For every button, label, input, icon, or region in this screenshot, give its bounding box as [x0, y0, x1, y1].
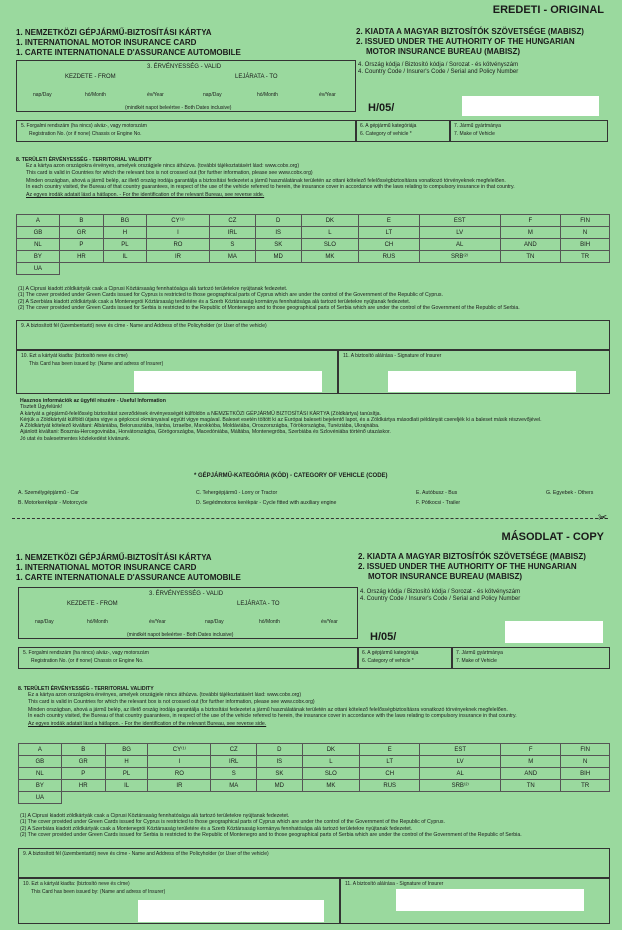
- card-title-fr: 1. CARTE INTERNATIONALE D'ASSURANCE AUTOMOBILE: [16, 573, 241, 582]
- country-cell: S: [211, 768, 257, 780]
- country-row: [19, 792, 610, 804]
- country-cell: LV: [419, 227, 500, 239]
- country-cell: BIH: [561, 768, 610, 780]
- validity-title: 3. ÉRVÉNYESSÉG - VALID: [149, 591, 224, 597]
- country-cell: PL: [104, 239, 147, 251]
- vehicle-category-item: C. Tehergépjármű - Lorry or Tractor: [196, 490, 278, 496]
- country-row: [17, 239, 610, 251]
- card-title-block-copy: [16, 553, 241, 583]
- country-cell: A: [19, 744, 62, 756]
- validity-note: (mindkét napot beleértve - Both Dates inclusive): [127, 632, 234, 638]
- category-box: [356, 120, 450, 142]
- to-year: év/Year: [319, 92, 336, 98]
- issuer-line-3: MOTOR INSURANCE BUREAU (MABISZ): [366, 47, 521, 56]
- issued-label-en: This Card has been issued by: (Name and adress of Insurer): [31, 889, 166, 895]
- country-cell: MK: [301, 251, 359, 263]
- registration-box: [16, 120, 356, 142]
- useful-title: Hasznos információk az ügyfél részére - Useful Information: [20, 398, 166, 404]
- to-year: év/Year: [321, 619, 338, 625]
- country-cell: D: [255, 215, 301, 227]
- country-cell: CH: [359, 239, 420, 251]
- country-cell: CY⁽¹⁾: [148, 744, 211, 756]
- issuer-field: [134, 371, 322, 392]
- territory-text: [16, 157, 610, 199]
- to-month: hó/Month: [259, 619, 280, 625]
- territory-info: Az egyes irodák adatait lásd a hátlapon. - For the identification of the relevant Bureau, see reverse side.: [28, 721, 267, 728]
- to-day: nap/Day: [203, 92, 222, 98]
- territory-info: Az egyes irodák adatait lásd a hátlapon. - For the identification of the relevant Bureau, see reverse side.: [26, 192, 265, 199]
- footnote: (2) The cover provided under Green Cards issued for Serbia is restricted to the Republic of Montenegro and to those geographical parts of Serbia which are under the control of the Government of the Republic of Serbia.: [18, 304, 520, 311]
- make-label-en: 7. Make of Vehicle: [456, 658, 497, 664]
- country-row: [19, 756, 610, 768]
- territory-line: In each country visited, the Bureau of that country guarantees, in respect of the use of the vehicle referred to herein, the insurance cover in accordance with the laws relating to compulsory insurance in that country.: [28, 713, 517, 720]
- vehicle-category-title: * GÉPJÁRMŰ-KATEGÓRIA (KÓD) - CATEGORY OF VEHICLE (CODE): [194, 473, 388, 479]
- card-title-fr: 1. CARTE INTERNATIONALE D'ASSURANCE AUTOMOBILE: [16, 48, 241, 57]
- validity-note: (mindkét napot beleértve - Both Dates inclusive): [125, 105, 232, 111]
- policyholder-box: [16, 320, 610, 350]
- country-cell: IS: [257, 756, 303, 768]
- issuer-line-3: MOTOR INSURANCE BUREAU (MABISZ): [368, 572, 523, 581]
- country-cell: RO: [146, 239, 209, 251]
- country-cell: LV: [420, 756, 501, 768]
- country-cell: RO: [148, 768, 211, 780]
- country-cell: CZ: [211, 744, 257, 756]
- card-title-en: 1. INTERNATIONAL MOTOR INSURANCE CARD: [16, 38, 197, 47]
- country-cell: NL: [17, 239, 60, 251]
- country-cell: DK: [301, 215, 359, 227]
- country-cell: F: [500, 215, 561, 227]
- country-cell: CH: [360, 768, 420, 780]
- category-label-en: 6. Category of vehicle *: [360, 131, 412, 137]
- category-label-hu: 6. A gépjármű kategóriája: [362, 650, 419, 656]
- territory-line: Minden országban, ahová a jármű belép, az illető ország irodája garantálja a biztosítási fedezetet a jármű használatának területén az ottani kötelező felelősségbiztosításra vonatkozó törvényeknek megfelelően.: [26, 177, 506, 184]
- country-cell: CY⁽¹⁾: [146, 215, 209, 227]
- make-label-en: 7. Make of Vehicle: [454, 131, 495, 137]
- useful-line: Jó utat és balesetmentes közlekedést kívánunk.: [20, 435, 131, 442]
- country-cell: SLO: [301, 239, 359, 251]
- signature-label: 11. A biztosító aláírása - Signature of Insurer: [345, 881, 444, 887]
- country-row: [17, 227, 610, 239]
- issued-label-en: This Card has been issued by: (Name and adress of Insurer): [29, 361, 164, 367]
- validity-to: LEJÁRATA - TO: [237, 601, 280, 607]
- country-cell: GR: [61, 756, 105, 768]
- country-cell: GR: [59, 227, 103, 239]
- validity-title: 3. ÉRVÉNYESSÉG - VALID: [147, 64, 222, 70]
- country-cell: IR: [148, 780, 211, 792]
- policyholder-label: 9. A biztosított fél (üzembentartó) neve és címe - Name and Address of the Policyholder (or User of the vehicle): [23, 851, 269, 857]
- footnote: (1) The cover provided under Green Cards issued for Cyprus is restricted to those geographical parts of Cyprus which are under the control of the Government of the Republic of Cyprus.: [18, 292, 443, 299]
- country-cell: E: [359, 215, 420, 227]
- country-cell: RUS: [359, 251, 420, 263]
- footnote: (2) A Szerbiára kiadott zöldkártyák csak a Montenegrói Köztársaság területére és a Szerb Köztársaság kormánya fennhatósága alá tartozó területekre nyújtanak fedezetet.: [18, 298, 411, 305]
- issued-label-hu: 10. Ezt a kártyát kiadta: (biztosító neve és címe): [21, 353, 128, 359]
- signature-field: [396, 889, 584, 911]
- registration-label-hu: 5. Forgalmi rendszám (ha nincs) alváz-, vagy motorszám: [21, 123, 147, 129]
- useful-line: A Zöldkártyát kötelező kiváltani: Albániába, Belorussziába, Iránba, Izraelbe, Marokkóba, Moldáviába, Oroszországba, Törökországba, Tunéziába, Ukrajnába.: [20, 423, 380, 430]
- territory-line: Minden országban, ahová a jármű belép, az illető ország irodája garantálja a biztosítási fedezetet a jármű használatának területén az ottani kötelező felelősségbiztosításra vonatkozó törvényeknek megfelelően.: [28, 706, 508, 713]
- country-cell: SRB⁽²⁾: [419, 251, 500, 263]
- signature-label: 11. A biztosító aláírása - Signature of Insurer: [343, 353, 442, 359]
- country-row: [19, 768, 610, 780]
- country-cell: IRL: [210, 227, 256, 239]
- validity-from: KEZDETE - FROM: [65, 74, 116, 80]
- registration-label-hu: 5. Forgalmi rendszám (ha nincs) alváz-, vagy motorszám: [23, 650, 149, 656]
- footnote: (2) The cover provided under Green Cards issued for Serbia is restricted to the Republic of Montenegro and to those geographical parts of Serbia which are under the control of the Government of the Republic of Serbia.: [20, 831, 522, 838]
- issuer-line-2: 2. ISSUED UNDER THE AUTHORITY OF THE HUNGARIAN: [356, 37, 575, 46]
- country-cell: M: [500, 227, 561, 239]
- country-cell: D: [257, 744, 303, 756]
- country-cell: A: [17, 215, 60, 227]
- from-month: hó/Month: [85, 92, 106, 98]
- card-title-hu: 1. NEMZETKÖZI GÉPJÁRMŰ-BIZTOSÍTÁSI KÁRTYA: [16, 28, 212, 37]
- country-cell: UA: [19, 792, 62, 804]
- country-cell: H: [104, 227, 147, 239]
- validity-box-copy: [18, 587, 358, 639]
- country-cell: IRL: [211, 756, 257, 768]
- country-cell: AND: [500, 239, 561, 251]
- footnote: (1) A Ciprusi kiadott zöldkártyák csak a Ciprusi Köztársaság fennhatósága alá tartozó területekre nyújtanak fedezetet.: [20, 813, 290, 819]
- card-title-hu: 1. NEMZETKÖZI GÉPJÁRMŰ-BIZTOSÍTÁSI KÁRTYA: [16, 553, 212, 562]
- country-row: [17, 215, 610, 227]
- country-cell: UA: [17, 263, 60, 275]
- footnotes-copy: [20, 813, 610, 838]
- make-box: [450, 120, 608, 142]
- country-cell: IS: [255, 227, 301, 239]
- cut-line: [12, 518, 608, 519]
- section-title-copy: MÁSODLAT - COPY: [501, 531, 604, 543]
- country-cell: L: [301, 227, 359, 239]
- country-cell: TR: [561, 251, 610, 263]
- issuer-block: [356, 27, 584, 57]
- registration-label-en: Registration No. (or if none) Chassis or Engine No.: [31, 658, 144, 664]
- vehicle-category-item: A. Személygépjármű - Car: [18, 490, 79, 496]
- territory-line: Ez a kártya azon országokra érvényes, amelyek országjele nincs áthúzva. (további tájékoztatásért lásd: www.cobx.org): [26, 163, 300, 170]
- validity-to: LEJÁRATA - TO: [235, 74, 278, 80]
- make-label-hu: 7. Jármű gyártmánya: [454, 123, 501, 129]
- country-row: [19, 744, 610, 756]
- country-cell: GB: [17, 227, 60, 239]
- country-code-label: [358, 62, 518, 76]
- country-row: [17, 263, 610, 275]
- footnotes: [18, 286, 608, 311]
- country-cell: BY: [19, 780, 62, 792]
- to-day: nap/Day: [205, 619, 224, 625]
- make-box-copy: [452, 647, 610, 669]
- to-month: hó/Month: [257, 92, 278, 98]
- registration-box-copy: [18, 647, 358, 669]
- country-cell: N: [561, 227, 610, 239]
- country-cell: BG: [105, 744, 148, 756]
- country-cell: N: [561, 756, 610, 768]
- territory-text-copy: [18, 686, 610, 728]
- country-cell: M: [501, 756, 561, 768]
- from-day: nap/Day: [33, 92, 52, 98]
- policy-number-field: [505, 621, 603, 643]
- country-cell: LT: [360, 756, 420, 768]
- useful-line: Tisztelt Ügyfelünk!: [20, 404, 63, 411]
- country-cell: BY: [17, 251, 60, 263]
- validity-box: [16, 60, 356, 112]
- country-code-hu: 4. Ország kódja / Biztosító kódja / Sorozat - és kötvényszám: [358, 62, 519, 68]
- territory-title: 8. TERÜLETI ÉRVÉNYESSÉG - TERRITORIAL VALIDITY: [18, 686, 154, 692]
- issuer-block-copy: [358, 552, 586, 582]
- country-cell: I: [148, 756, 211, 768]
- territory-line: This card is valid in Countries for which the relevant box is not crossed out (for further information, please see www.cobx.org): [26, 169, 313, 176]
- vehicle-category-item: G. Egyebek - Others: [546, 490, 594, 496]
- country-cell: MD: [257, 780, 303, 792]
- country-cell: B: [59, 215, 103, 227]
- country-code-en: 4. Country Code / Insurer's Code / Serial and Policy Number: [358, 69, 519, 76]
- country-cell: IL: [105, 780, 148, 792]
- useful-line: Ajánlott kiváltani: Bosznia-Hercegovinába, Horvátországba, Görögországba, Macedóniába, Máltába, Montenegróba, Szerbiába és Szlovéniába történő utazáskor.: [20, 429, 391, 436]
- from-day: nap/Day: [35, 619, 54, 625]
- country-cell: TN: [501, 780, 561, 792]
- country-table: [16, 214, 610, 275]
- country-cell: E: [360, 744, 420, 756]
- country-cell: TR: [561, 780, 610, 792]
- section-title-original: EREDETI - ORIGINAL: [492, 4, 604, 16]
- country-cell: H: [105, 756, 148, 768]
- country-cell: B: [61, 744, 105, 756]
- useful-line: Kérjük a Zöldkártyát külföldi útjaira vigye a gépkocsi okmányaival együtt vigye magával. Baleset esetén töltött ki az Európai baleseti bejelentő lapot, és a Zöldkártya másodlati példányát csereljék ki a baleset másik részvevőjével.: [20, 416, 542, 423]
- card-title-en: 1. INTERNATIONAL MOTOR INSURANCE CARD: [16, 563, 197, 572]
- country-cell: AL: [419, 239, 500, 251]
- vehicle-category-item: E. Autóbusz - Bus: [416, 490, 458, 496]
- country-table-copy: [18, 743, 610, 804]
- country-cell: P: [61, 768, 105, 780]
- country-cell: P: [59, 239, 103, 251]
- country-cell: S: [210, 239, 256, 251]
- country-row: [17, 251, 610, 263]
- country-cell: L: [302, 756, 359, 768]
- policy-series: H/05/: [368, 102, 395, 114]
- country-cell: AL: [420, 768, 501, 780]
- country-cell: TN: [500, 251, 561, 263]
- country-code-en: 4. Country Code / Insurer's Code / Serial and Policy Number: [360, 596, 521, 603]
- country-cell: F: [501, 744, 561, 756]
- country-code-label-copy: [360, 589, 520, 603]
- country-cell: I: [146, 227, 209, 239]
- country-cell: MA: [211, 780, 257, 792]
- category-label-en: 6. Category of vehicle *: [362, 658, 414, 664]
- policy-series: H/05/: [370, 631, 397, 643]
- country-cell: SK: [255, 239, 301, 251]
- issuer-field: [138, 900, 324, 922]
- card-title-block: [16, 28, 241, 58]
- country-cell: FIN: [561, 744, 610, 756]
- country-cell: EST: [419, 215, 500, 227]
- country-cell: MA: [210, 251, 256, 263]
- country-cell: SK: [257, 768, 303, 780]
- useful-line: A kártyát a gépjármű-felelősség biztosítást szerződések érvényességét külföldön a NEMZETKÖZI GÉPJÁRMŰ BIZTOSÍTÁSI KÁRTYA (Zöldkártya) tanúsítja.: [20, 410, 381, 417]
- country-cell: AND: [501, 768, 561, 780]
- country-cell: HR: [59, 251, 103, 263]
- vehicle-category-item: B. Motorkerékpár - Motorcycle: [18, 500, 88, 506]
- territory-title: 8. TERÜLETI ÉRVÉNYESSÉG - TERRITORIAL VALIDITY: [16, 157, 152, 163]
- country-cell: LT: [359, 227, 420, 239]
- country-cell: IR: [146, 251, 209, 263]
- make-label-hu: 7. Jármű gyártmánya: [456, 650, 503, 656]
- signature-field: [388, 371, 576, 392]
- country-cell: HR: [61, 780, 105, 792]
- issuer-line-2: 2. ISSUED UNDER THE AUTHORITY OF THE HUNGARIAN: [358, 562, 577, 571]
- country-cell: MK: [302, 780, 359, 792]
- validity-from: KEZDETE - FROM: [67, 601, 118, 607]
- policy-number-field: [462, 96, 599, 116]
- country-cell: EST: [420, 744, 501, 756]
- useful-info: [20, 398, 610, 442]
- country-cell: MD: [255, 251, 301, 263]
- footnote: (1) A Ciprusi kiadott zöldkártyák csak a Ciprusi Köztársaság fennhatósága alá tartozó területekre nyújtanak fedezetet.: [18, 286, 288, 292]
- category-box-copy: [358, 647, 452, 669]
- country-cell: FIN: [561, 215, 610, 227]
- vehicle-category-item: F. Pótkocsi - Trailer: [416, 500, 461, 506]
- from-year: év/Year: [147, 92, 164, 98]
- policyholder-box-copy: [18, 848, 610, 878]
- country-cell: GB: [19, 756, 62, 768]
- country-cell: PL: [105, 768, 148, 780]
- territory-line: This card is valid in Countries for which the relevant box is not crossed out (for further information, please see www.cobx.org): [28, 698, 315, 705]
- country-cell: NL: [19, 768, 62, 780]
- territory-line: Ez a kártya azon országokra érvényes, amelyek országjele nincs áthúzva. (további tájékoztatásért lásd: www.cobx.org): [28, 692, 302, 699]
- country-cell: SLO: [302, 768, 359, 780]
- country-cell: SRB⁽²⁾: [420, 780, 501, 792]
- policyholder-label: 9. A biztosított fél (üzembentartó) neve és címe - Name and Address of the Policyholder (or User of the vehicle): [21, 323, 267, 329]
- territory-line: In each country visited, the Bureau of that country guarantees, in respect of the use of the vehicle referred to herein, the insurance cover in accordance with the laws relating to compulsory insurance in that country.: [26, 184, 515, 191]
- vehicle-category-item: D. Segédmotoros kerékpár - Cycle fitted with auxiliary engine: [196, 500, 337, 506]
- category-label-hu: 6. A gépjármű kategóriája: [360, 123, 417, 129]
- from-month: hó/Month: [87, 619, 108, 625]
- footnote: (1) The cover provided under Green Cards issued for Cyprus is restricted to those geographical parts of Cyprus which are under the control of the Government of the Republic of Cyprus.: [20, 819, 445, 826]
- country-cell: CZ: [210, 215, 256, 227]
- issuer-line-1: 2. KIADTA A MAGYAR BIZTOSÍTÓK SZÖVETSÉGE (MABISZ): [358, 552, 586, 561]
- from-year: év/Year: [149, 619, 166, 625]
- country-cell: BIH: [561, 239, 610, 251]
- country-cell: BG: [104, 215, 147, 227]
- footnote: (2) A Szerbiára kiadott zöldkártyák csak a Montenegrói Köztársaság területére és a Szerb Köztársaság kormánya fennhatósága alá tartozó területekre nyújtanak fedezetet.: [20, 825, 413, 832]
- country-row: [19, 780, 610, 792]
- country-cell: RUS: [360, 780, 420, 792]
- registration-label-en: Registration No. (or if none) Chassis or Engine No.: [29, 131, 142, 137]
- country-cell: DK: [302, 744, 359, 756]
- scissors-icon: ✂: [598, 512, 608, 524]
- issuer-line-1: 2. KIADTA A MAGYAR BIZTOSÍTÓK SZÖVETSÉGE (MABISZ): [356, 27, 584, 36]
- country-cell: IL: [104, 251, 147, 263]
- issued-label-hu: 10. Ezt a kártyát kiadta: (biztosító neve és címe): [23, 881, 130, 887]
- country-code-hu: 4. Ország kódja / Biztosító kódja / Sorozat - és kötvényszám: [360, 589, 521, 595]
